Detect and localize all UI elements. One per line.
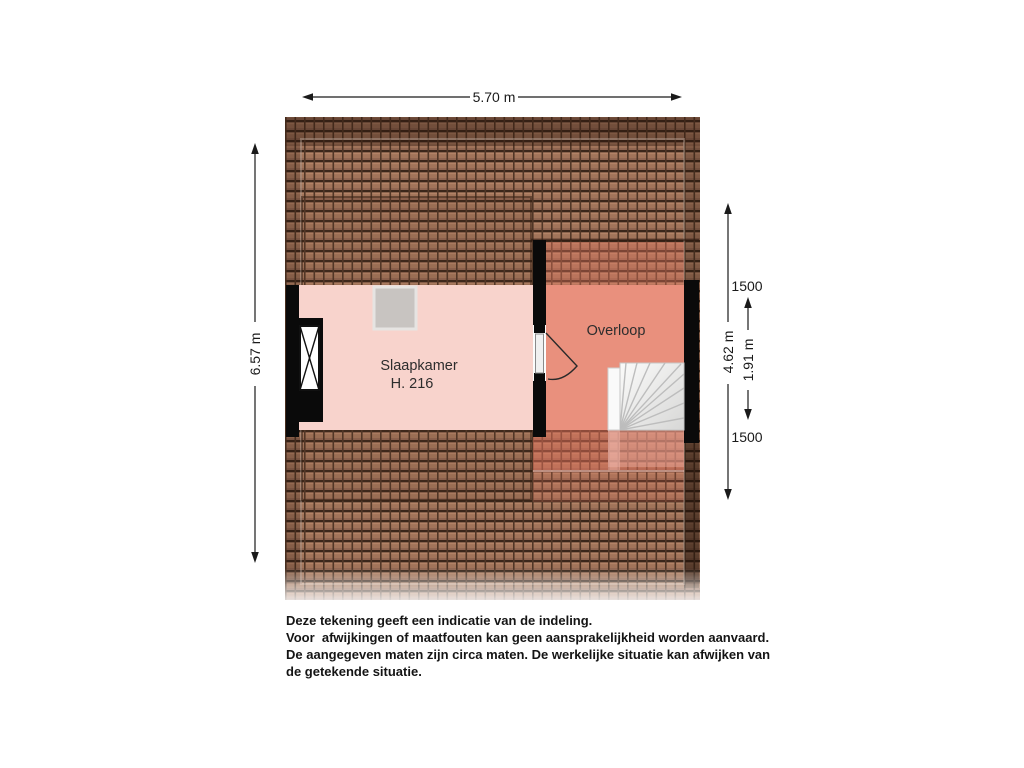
dimension-left-value: 6.57 m — [247, 332, 263, 376]
label-slaapkamer: Slaapkamer — [380, 358, 458, 374]
label-slaapkamer-code: H. 216 — [390, 376, 434, 392]
arrowhead-up — [744, 297, 752, 308]
dimension-right-outer-value: 4.62 m — [720, 330, 736, 374]
height-marker-top: 1500 — [731, 278, 763, 294]
roof-tint-below-overloop — [533, 430, 684, 472]
label-overloop: Overloop — [586, 323, 646, 339]
disclaimer-line: Voor afwijkingen of maatfouten kan geen aansprakelijkheid worden aanvaard. — [286, 630, 770, 645]
arrowhead-up — [251, 143, 259, 154]
arrowhead-down — [251, 552, 259, 563]
dimension-top-value: 5.70 m — [472, 89, 516, 105]
dimension-right-inner-value: 1.91 m — [740, 338, 756, 382]
arrowhead-right — [671, 93, 682, 101]
wall-right — [684, 280, 699, 443]
roof-tint-below-overloop-weak — [533, 472, 684, 502]
skylight — [374, 287, 416, 329]
staircase — [608, 363, 684, 430]
roof-right-eave-shadow — [684, 430, 699, 588]
disclaimer — [286, 612, 846, 680]
arrowhead-down — [744, 409, 752, 420]
height-marker-bottom: 1500 — [731, 429, 763, 445]
roof-ridge — [285, 117, 700, 146]
arrowhead-up — [724, 203, 732, 214]
disclaimer-line: de getekende situatie. — [286, 664, 422, 679]
arrowhead-down — [724, 489, 732, 500]
disclaimer-line: Deze tekening geeft een indicatie van de indeling. — [286, 613, 593, 628]
roof-bottom-fade — [285, 568, 700, 600]
roof-tint-above-overloop — [546, 242, 684, 285]
arrowhead-left — [302, 93, 313, 101]
disclaimer-line: De aangegeven maten zijn circa maten. De werkelijke situatie kan afwijken van — [286, 647, 771, 662]
stair-landing — [608, 368, 620, 430]
window-symbol — [300, 326, 319, 390]
